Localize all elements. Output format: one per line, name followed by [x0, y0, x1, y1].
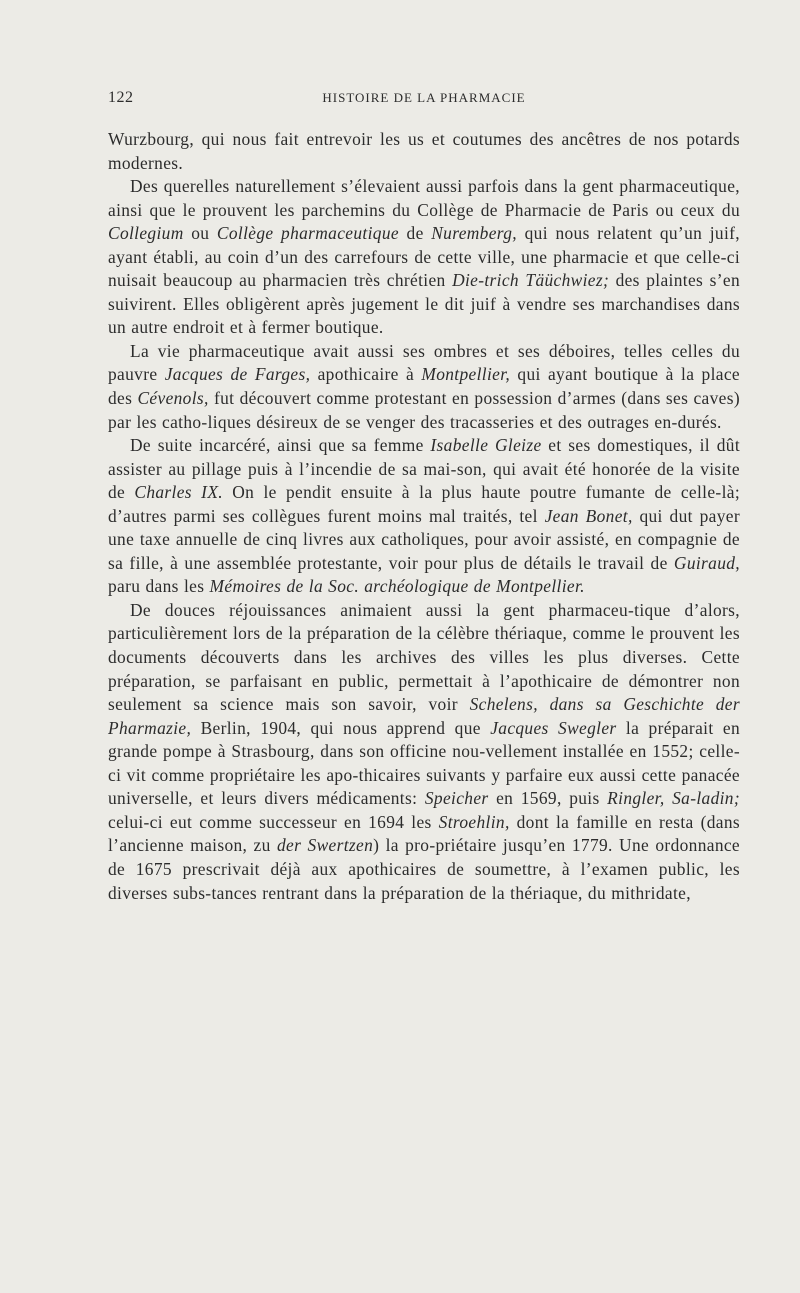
text-run: qui ayant boutique à la place des	[108, 364, 740, 409]
text-run: fut découvert comme protestant en possession d’armes (dans ses caves) par les catho-liques désireux de se venger des tracasseries et des outrages en-durés.	[108, 388, 740, 432]
text-run: Des querelles naturellement s’élevaient aussi parfois dans la gent pharmaceutique, ainsi que le prouvent les parchemins du Collège de Pharmacie de Paris ou ceux du	[108, 176, 740, 220]
italic-run: Charles IX.	[134, 482, 223, 503]
paragraph-theriaque	[108, 599, 740, 905]
italic-run: Collegium	[108, 223, 184, 244]
paragraph-querelles	[108, 175, 740, 340]
italic-run: Cévenols,	[137, 388, 209, 409]
text-run: paru dans les	[108, 576, 210, 597]
italic-run: Stroehlin,	[438, 811, 510, 832]
paragraph-ombres	[108, 340, 740, 434]
page-number: 122	[108, 89, 134, 106]
italic-run: der Swertzen	[276, 835, 374, 856]
text-run: De suite incarcéré, ainsi que sa femme	[130, 435, 431, 456]
page-header	[108, 89, 740, 111]
text-run: la préparait en grande pompe à Strasbourg, dans son officine nou-vellement installée en 1552; celle-ci vit comme propriétaire les apo-thicaires suivants y parfaire eux aussi cette panacée universelle, et leurs divers médicaments:	[108, 717, 740, 809]
italic-run: Die-trich Täüchwiez;	[452, 270, 610, 291]
text-run: dont la famille en resta (dans l’ancienne maison, zu	[108, 811, 740, 856]
italic-run: Schelens, dans sa Geschichte der Pharmazie,	[108, 694, 740, 738]
paragraph-incarcere	[108, 434, 740, 599]
italic-run: Nuremberg,	[431, 223, 518, 244]
text-run: ) la pro-priétaire jusqu’en 1779. Une ordonnance de 1675 prescrivait déjà aux apothicaires de soumettre, à l’examen public, les diverses subs-tances rentrant dans la préparation de la thériaque, du mithridate,	[108, 835, 741, 903]
text-run: La vie pharmaceutique avait aussi ses ombres et ses déboires, telles celles du pauvre	[108, 340, 740, 385]
italic-run: Mémoires de la Soc. archéologique de Montpellier.	[209, 576, 585, 597]
italic-run: Jean Bonet,	[544, 505, 633, 526]
text-run: en 1569, puis	[488, 788, 608, 809]
italic-run: Montpellier,	[421, 364, 511, 385]
text-run: qui dut payer une taxe annuelle de cinq livres aux catholiques, pour avoir assisté, en compagnie de sa fille, à une assemblée protestante, voir pour plus de détails le travail de	[108, 505, 740, 573]
paragraph-continuation	[108, 128, 740, 175]
text-run: qui nous relatent qu’un juif, ayant établi, au coin d’un des carrefours de cette ville, une pharmacie et que celle-ci nuisait beaucoup au pharmacien très chrétien	[108, 223, 740, 291]
text-run: et ses domestiques, il dût assister au pillage puis à l’incendie de sa mai-son, qui avait été honorée de la visite de	[108, 435, 741, 503]
italic-run: Guiraud,	[673, 552, 740, 573]
text-run: De douces réjouissances animaient aussi la gent pharmaceu-tique d’alors, particulièrement lors de la préparation de la célèbre thériaque, comme le prouvent les documents découverts dans les archives des villes les plus diverses. Cette préparation, se parfaisant en public, permettait à l’apothicaire de démontrer non seulement sa science mais son savoir, voir	[108, 599, 740, 715]
italic-run: Speicher	[424, 788, 489, 809]
italic-run: Isabelle Gleize	[430, 435, 542, 456]
italic-run: Collège pharmaceutique	[216, 223, 399, 244]
text-run: Berlin, 1904, qui nous apprend que	[191, 717, 491, 738]
text-run: celui-ci eut comme successeur en 1694 les	[108, 811, 439, 832]
text-run: Wurzbourg, qui nous fait entrevoir les us et coutumes des ancêtres de nos potards modernes.	[108, 129, 740, 173]
text-run: de	[398, 223, 432, 244]
text-run: ou	[183, 223, 217, 244]
italic-run: Ringler, Sa-ladin;	[607, 788, 740, 809]
text-run: des plaintes s’en suivirent. Elles obligèrent après jugement le dit juif à vendre ses marchandises dans un autre endroit et à fermer boutique.	[108, 270, 740, 338]
italic-run: Jacques Swegler	[490, 717, 617, 738]
running-title: HISTOIRE DE LA PHARMACIE	[322, 90, 526, 105]
text-run: On le pendit ensuite à la plus haute poutre fumante de celle-là; d’autres parmi ses collègues furent moins mal traités, tel	[108, 482, 741, 526]
body-text	[108, 128, 740, 905]
italic-run: Jacques de Farges,	[164, 364, 311, 385]
text-run: apothicaire à	[310, 364, 422, 385]
